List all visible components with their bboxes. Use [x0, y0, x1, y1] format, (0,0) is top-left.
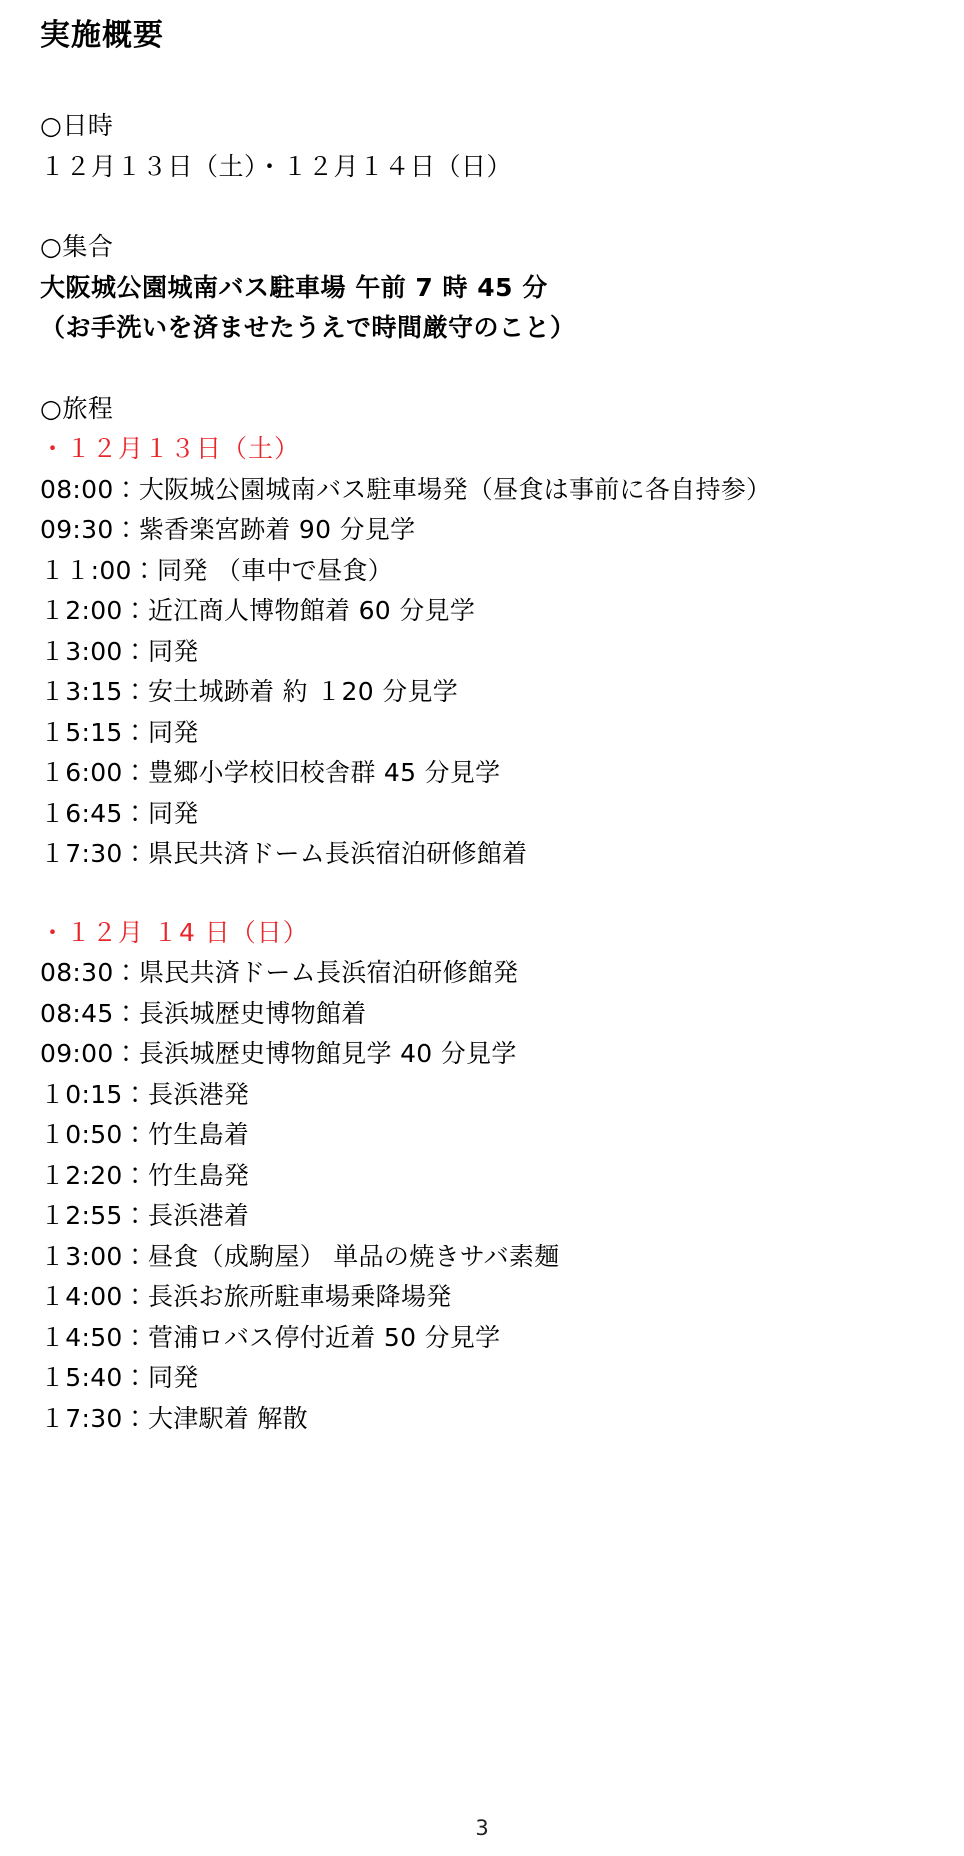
list-item: １2:00：近江商人博物館着 60 分見学 [40, 596, 476, 625]
list-item: １6:00：豊郷小学校旧校舎群 45 分見学 [40, 758, 501, 787]
list-item: １0:50：竹生島着 [40, 1120, 250, 1149]
list-item: １3:15：安土城跡着 約 １20 分見学 [40, 677, 459, 706]
list-item: １6:45：同発 [40, 798, 199, 828]
list-item: １7:30：大津駅着 解散 [40, 1403, 308, 1433]
day-heading-1: ・１２月１３日（土） [40, 434, 301, 463]
list-item: １3:00：同発 [40, 636, 199, 666]
list-item: １2:20：竹生島発 [40, 1160, 250, 1190]
day-heading-2: ・１２月 １4 日（日） [40, 917, 309, 947]
list-item: １0:15：長浜港発 [40, 1079, 250, 1109]
spacer-2 [40, 349, 924, 389]
meeting-place-line: 大阪城公園城南バス駐車場 午前 7 時 45 分 [40, 272, 548, 302]
page-number: 3 [475, 1816, 489, 1840]
section-heading-itinerary: ○旅程 [40, 393, 114, 423]
section-heading-datetime: ○日時 [40, 111, 114, 140]
list-item: １2:55：長浜港着 [40, 1201, 250, 1230]
section-meeting [40, 227, 924, 349]
section-heading-meeting: ○集合 [40, 232, 114, 261]
page-title: 実施概要 [40, 18, 164, 53]
meeting-note-line: （お手洗いを済ませたうえで時間厳守のこと） [40, 313, 576, 342]
list-item: １7:30：県民共済ドーム長浜宿泊研修館着 [40, 839, 528, 868]
list-item: 08:00：大阪城公園城南バス駐車場発（昼食は事前に各自持参） [40, 474, 772, 504]
section-datetime [40, 106, 924, 187]
spacer-3 [40, 875, 924, 913]
list-item: １5:40：同発 [40, 1363, 199, 1392]
list-item: １１:00：同発 （車中で昼食） [40, 555, 393, 585]
list-item: 08:30：県民共済ドーム長浜宿泊研修館発 [40, 958, 519, 987]
list-item: 09:00：長浜城歴史博物館見学 40 分見学 [40, 1039, 517, 1068]
datetime-line: １２月１３日（土）・１２月１４日（日） [40, 151, 513, 181]
list-item: １3:00：昼食（成駒屋） 単品の焼きサバ素麺 [40, 1241, 560, 1271]
section-itinerary [40, 389, 924, 1440]
spacer-1 [40, 187, 924, 227]
list-item: 08:45：長浜城歴史博物館着 [40, 998, 367, 1028]
list-item: １4:50：菅浦ロバス停付近着 50 分見学 [40, 1322, 501, 1352]
itinerary-list-day-2 [40, 953, 924, 1439]
list-item: １5:15：同発 [40, 717, 199, 747]
list-item: １4:00：長浜お旅所駐車場乗降場発 [40, 1282, 452, 1311]
itinerary-list-day-1 [40, 470, 924, 875]
list-item: 09:30：紫香楽宮跡着 90 分見学 [40, 515, 416, 544]
